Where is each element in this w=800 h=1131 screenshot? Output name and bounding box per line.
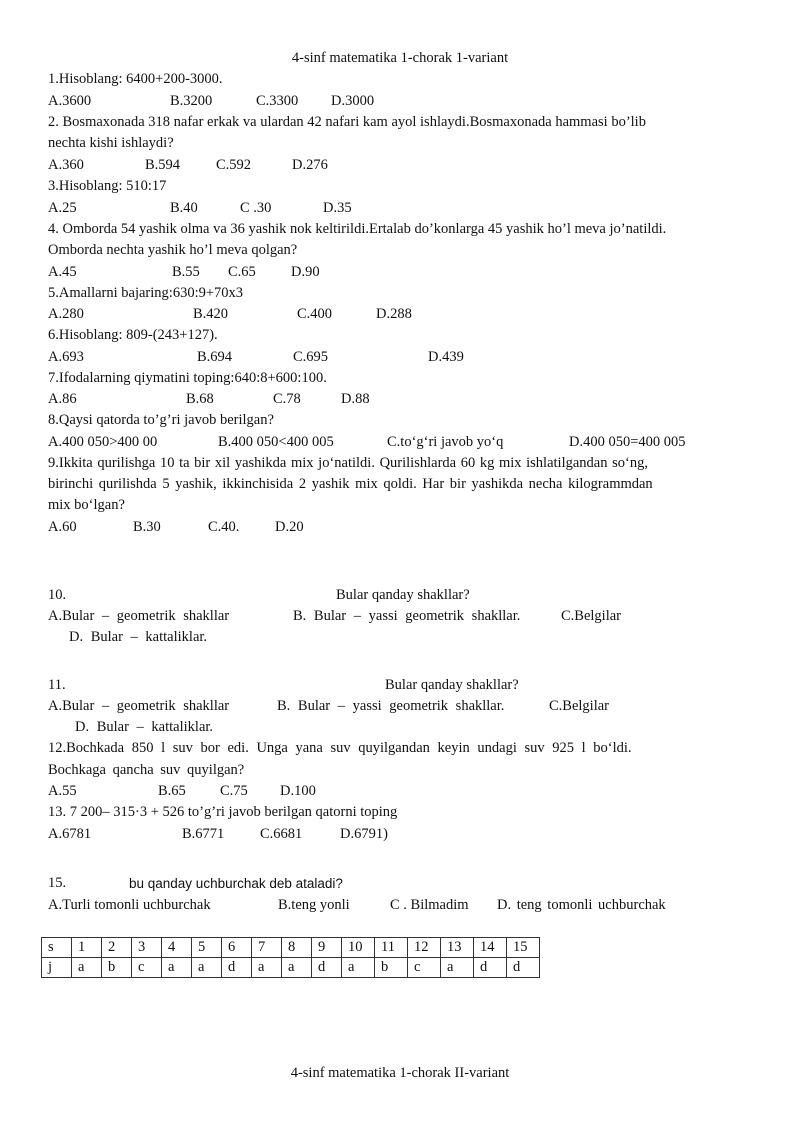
question-11-number: 11. <box>48 677 66 693</box>
option-a: A.360 <box>48 157 84 173</box>
question-2-line-1: 2. Bosmaxonada 318 nafar erkak va ulardan 42 nafari kam ayol ishlaydi.Bosmaxonada hammasi bo’lib <box>48 114 646 130</box>
option-b: B.3200 <box>170 93 213 109</box>
option-a: A.Turli tomonli uchburchak <box>48 897 211 913</box>
question-9-line-3: mix bo‘lgan? <box>48 497 125 513</box>
answer-table-cell: d <box>222 958 252 978</box>
option-b: B.594 <box>145 157 181 173</box>
answer-table-cell: 14 <box>474 938 507 958</box>
question-15-text: bu qanday uchburchak deb ataladi? <box>129 876 343 891</box>
question-15-number: 15. <box>48 875 67 891</box>
answer-table-cell: b <box>375 958 408 978</box>
option-d: D.90 <box>291 264 320 280</box>
option-d: D.288 <box>376 306 412 322</box>
option-a: A.25 <box>48 200 77 216</box>
option-c: C.6681 <box>260 826 303 842</box>
answer-table-cell: 12 <box>408 938 441 958</box>
option-d: D. Bular – kattaliklar. <box>69 629 208 645</box>
answer-table-cell: 7 <box>252 938 282 958</box>
answer-table-cell: d <box>507 958 540 978</box>
option-d: D.20 <box>275 519 304 535</box>
question-9-line-1: 9.Ikkita qurilishga 10 ta bir xil yashikda mix jo‘natildi. Qurilishlarda 60 kg mix ishlatilgandan so‘ng, <box>48 455 648 471</box>
question-12-line-1: 12.Bochkada 850 l suv bor edi. Unga yana suv quyilgandan keyin undagi suv 925 l bo‘ldi. <box>48 740 632 756</box>
answer-table-cell: 2 <box>102 938 132 958</box>
question-7: 7.Ifodalarning qiymatini toping:640:8+600:100. <box>48 370 327 386</box>
page-title: 4-sinf matematika 1-chorak 1-variant <box>291 50 509 66</box>
answer-table-cell: a <box>162 958 192 978</box>
option-d: D. teng tomonli uchburchak <box>497 897 666 913</box>
question-8: 8.Qaysi qatorda to’g’ri javob berilgan? <box>48 412 274 428</box>
option-c: C.Belgilar <box>561 608 622 624</box>
question-13: 13. 7 200– 315·3 + 526 to’g’ri javob berilgan qatorni toping <box>48 804 398 820</box>
question-12-line-2: Bochkaga qancha suv quyilgan? <box>48 762 245 778</box>
option-c: C.400 <box>297 306 333 322</box>
answer-table-cell: 11 <box>375 938 408 958</box>
question-9-line-2: birinchi qurilishda 5 yashik, ikkinchisida 2 yashik mix qoldi. Har bir yashikda necha kilogrammdan <box>48 476 653 492</box>
answer-table-cell: c <box>408 958 441 978</box>
answer-table-cell: 10 <box>342 938 375 958</box>
option-d: D.400 050=400 005 <box>569 434 686 450</box>
answer-table-cell: a <box>192 958 222 978</box>
answer-table-cell: 4 <box>162 938 192 958</box>
answer-table-cell: a <box>282 958 312 978</box>
option-c: C.75 <box>220 783 248 799</box>
answer-table-answer-row <box>42 958 540 978</box>
answer-table-cell: c <box>132 958 162 978</box>
answer-table-cell: a <box>252 958 282 978</box>
option-b: B.65 <box>158 783 186 799</box>
question-4-line-2: Omborda nechta yashik ho’l meva qolgan? <box>48 242 298 258</box>
option-b: B.694 <box>197 349 233 365</box>
option-a: A.400 050>400 00 <box>48 434 158 450</box>
option-b: B.420 <box>193 306 229 322</box>
option-c: C.Belgilar <box>549 698 610 714</box>
option-c: C.40. <box>208 519 240 535</box>
option-a: A.280 <box>48 306 84 322</box>
option-a: A.60 <box>48 519 77 535</box>
answer-table-cell: d <box>312 958 342 978</box>
option-d: D.6791) <box>340 826 388 842</box>
option-b: B. Bular – yassi geometrik shakllar. <box>277 698 505 714</box>
answer-table-header-row <box>42 938 540 958</box>
option-a: A.55 <box>48 783 77 799</box>
answer-table-cell: 9 <box>312 938 342 958</box>
option-c: C.592 <box>216 157 252 173</box>
option-a: A.693 <box>48 349 84 365</box>
question-10-text: Bular qanday shakllar? <box>336 587 470 603</box>
answer-table-cell: 1 <box>72 938 102 958</box>
answer-table-cell: d <box>474 958 507 978</box>
question-5: 5.Amallarni bajaring:630:9+70x3 <box>48 285 244 301</box>
option-d: D.3000 <box>331 93 375 109</box>
option-a: A.3600 <box>48 93 92 109</box>
answer-table-cell: b <box>102 958 132 978</box>
answer-table-cell: a <box>72 958 102 978</box>
answer-table-cell: 15 <box>507 938 540 958</box>
option-a: A.Bular – geometrik shakllar <box>48 698 230 714</box>
option-b: B.68 <box>186 391 214 407</box>
option-a: A.Bular – geometrik shakllar <box>48 608 230 624</box>
option-c: C.3300 <box>256 93 299 109</box>
option-c: C.65 <box>228 264 256 280</box>
option-d: D.100 <box>280 783 316 799</box>
footer-title: 4-sinf matematika 1-chorak II-variant <box>290 1065 510 1081</box>
answer-table <box>41 937 540 978</box>
option-a: A.86 <box>48 391 77 407</box>
answer-table-cell: j <box>42 958 72 978</box>
option-a: A.45 <box>48 264 77 280</box>
answer-table-cell: 6 <box>222 938 252 958</box>
answer-table-cell: 8 <box>282 938 312 958</box>
answer-table-cell: s <box>42 938 72 958</box>
question-2-line-2: nechta kishi ishlaydi? <box>48 135 174 151</box>
option-d: D.439 <box>428 349 464 365</box>
option-b: B.teng yonli <box>278 897 350 913</box>
option-a: A.6781 <box>48 826 92 842</box>
answer-table-cell: 3 <box>132 938 162 958</box>
option-b: B.400 050<400 005 <box>218 434 334 450</box>
option-c: C.to‘g‘ri javob yo‘q <box>387 434 504 450</box>
option-c: C .30 <box>240 200 272 216</box>
option-b: B.40 <box>170 200 198 216</box>
option-b: B. Bular – yassi geometrik shakllar. <box>293 608 521 624</box>
answer-table-cell: 13 <box>441 938 474 958</box>
option-d: D.88 <box>341 391 370 407</box>
option-d: D.276 <box>292 157 328 173</box>
option-d: D.35 <box>323 200 352 216</box>
question-11-text: Bular qanday shakllar? <box>385 677 519 693</box>
answer-table-cell: a <box>441 958 474 978</box>
option-c: C . Bilmadim <box>390 897 469 913</box>
question-6: 6.Hisoblang: 809-(243+127). <box>48 327 218 343</box>
option-c: C.78 <box>273 391 301 407</box>
question-10-number: 10. <box>48 587 67 603</box>
answer-table-cell: a <box>342 958 375 978</box>
answer-table-cell: 5 <box>192 938 222 958</box>
option-d: D. Bular – kattaliklar. <box>75 719 214 735</box>
question-4-line-1: 4. Omborda 54 yashik olma va 36 yashik nok keltirildi.Ertalab do’konlarga 45 yashik ho’l meva jo’natildi. <box>48 221 667 237</box>
option-c: C.695 <box>293 349 329 365</box>
question-1: 1.Hisoblang: 6400+200-3000. <box>48 71 223 87</box>
option-b: B.55 <box>172 264 200 280</box>
option-b: B.6771 <box>182 826 225 842</box>
question-3: 3.Hisoblang: 510:17 <box>48 178 167 194</box>
option-b: B.30 <box>133 519 161 535</box>
